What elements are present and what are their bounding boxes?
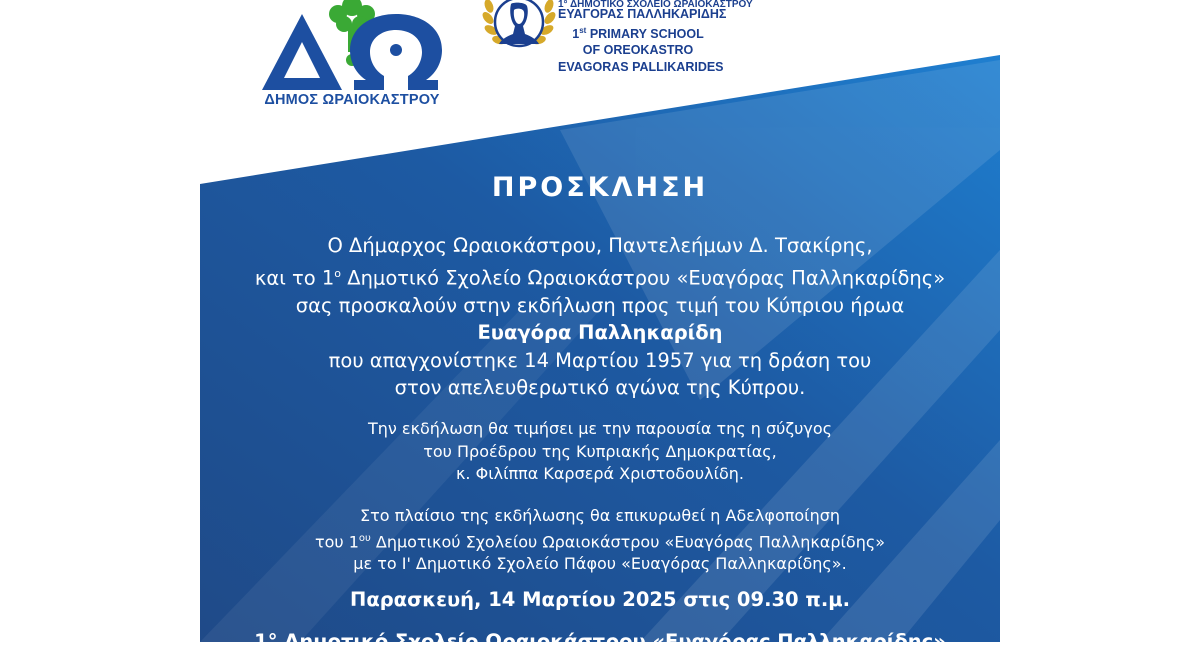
event-date: Παρασκευή, 14 Μαρτίου 2025 στις 09.30 π.μ.	[350, 588, 850, 611]
p1-line-6: στον απελευθερωτικό αγώνα της Κύπρου.	[394, 376, 806, 399]
p1-line-2-b: Δημοτικό Σχολείο Ωραιοκάστρου «Ευαγόρας Παλληκαρίδης»	[341, 266, 946, 289]
school-primary: PRIMARY SCHOOL	[586, 26, 704, 41]
p1-line-2-sup: ο	[334, 266, 342, 280]
invitation-paragraph-1	[200, 232, 1000, 402]
invitation-paragraph-2	[200, 418, 1000, 486]
event-venue: 1° Δημοτικό Σχολείο Ωραιοκάστρου «Ευαγόρας Παλληκαρίδης»	[254, 630, 946, 653]
p3-line-1: Στο πλαίσιο της εκδήλωσης θα επικυρωθεί η Αδελφοποίηση	[360, 506, 840, 525]
p1-line-5: που απαγχονίστηκε 14 Μαρτίου 1957 για τη δράση του	[328, 348, 872, 372]
p1-line-1: Ο Δήμαρχος Ωραιοκάστρου, Παντελεήμων Δ. Τσακίρης,	[327, 234, 873, 257]
p1-line-2	[200, 260, 1000, 292]
school-name-block	[558, 0, 753, 75]
school-number: 1	[572, 26, 580, 41]
school-ordinal: st	[579, 25, 587, 35]
laurel-portrait-emblem-icon	[481, 0, 557, 58]
p2-line-2: του Προέδρου της Κυπριακής Δημοκρατίας,	[423, 441, 777, 461]
school-line-greek-2: ΕΥΑΓΟΡΑΣ ΠΑΛΛΗΚΑΡΙΔΗΣ	[558, 7, 727, 21]
p1-line-3: σας προσκαλούν στην εκδήλωση προς τιμή του Κύπριου ήρωα	[295, 293, 905, 317]
school-line-english-3: EVAGORAS PALLIKARIDES	[558, 59, 724, 74]
p3-line-2	[200, 528, 1000, 554]
p3-line-2-sup: ου	[358, 532, 371, 544]
p2-line-3: κ. Φιλίππα Καρσερά Χριστοδουλίδη.	[456, 464, 744, 483]
school-line-english-2: OF OREOKASTRO	[582, 43, 694, 58]
p1-line-2-a: και το 1	[254, 266, 335, 289]
invitation-paragraph-3	[200, 505, 1000, 576]
hero-name: Ευαγόρα Παλληκαρίδη	[477, 321, 723, 344]
p2-line-1: Την εκδήλωση θα τιμήσει με την παρουσία της η σύζυγος	[367, 419, 833, 438]
p3-line-3: με το Ι' Δημοτικό Σχολείο Πάφου «Ευαγόρας Παλληκαρίδης».	[353, 554, 847, 574]
invitation-title: ΠΡΟΣΚΛΗΣΗ	[491, 172, 709, 203]
school-line-greek-1: 1° ΔΗΜΟΤΙΚΟ ΣΧΟΛΕΙΟ ΩΡΑΙΟΚΑΣΤΡΟΥ	[558, 0, 753, 10]
p3-line-2-a: του 1	[314, 531, 359, 551]
municipality-caption: ΔΗΜΟΣ ΩΡΑΙΟΚΑΣΤΡΟΥ	[264, 92, 440, 108]
p3-line-2-b: Δημοτικού Σχολείου Ωραιοκάστρου «Ευαγόρας Παλληκαρίδης»	[370, 531, 886, 551]
school-line-english-1	[558, 23, 718, 43]
